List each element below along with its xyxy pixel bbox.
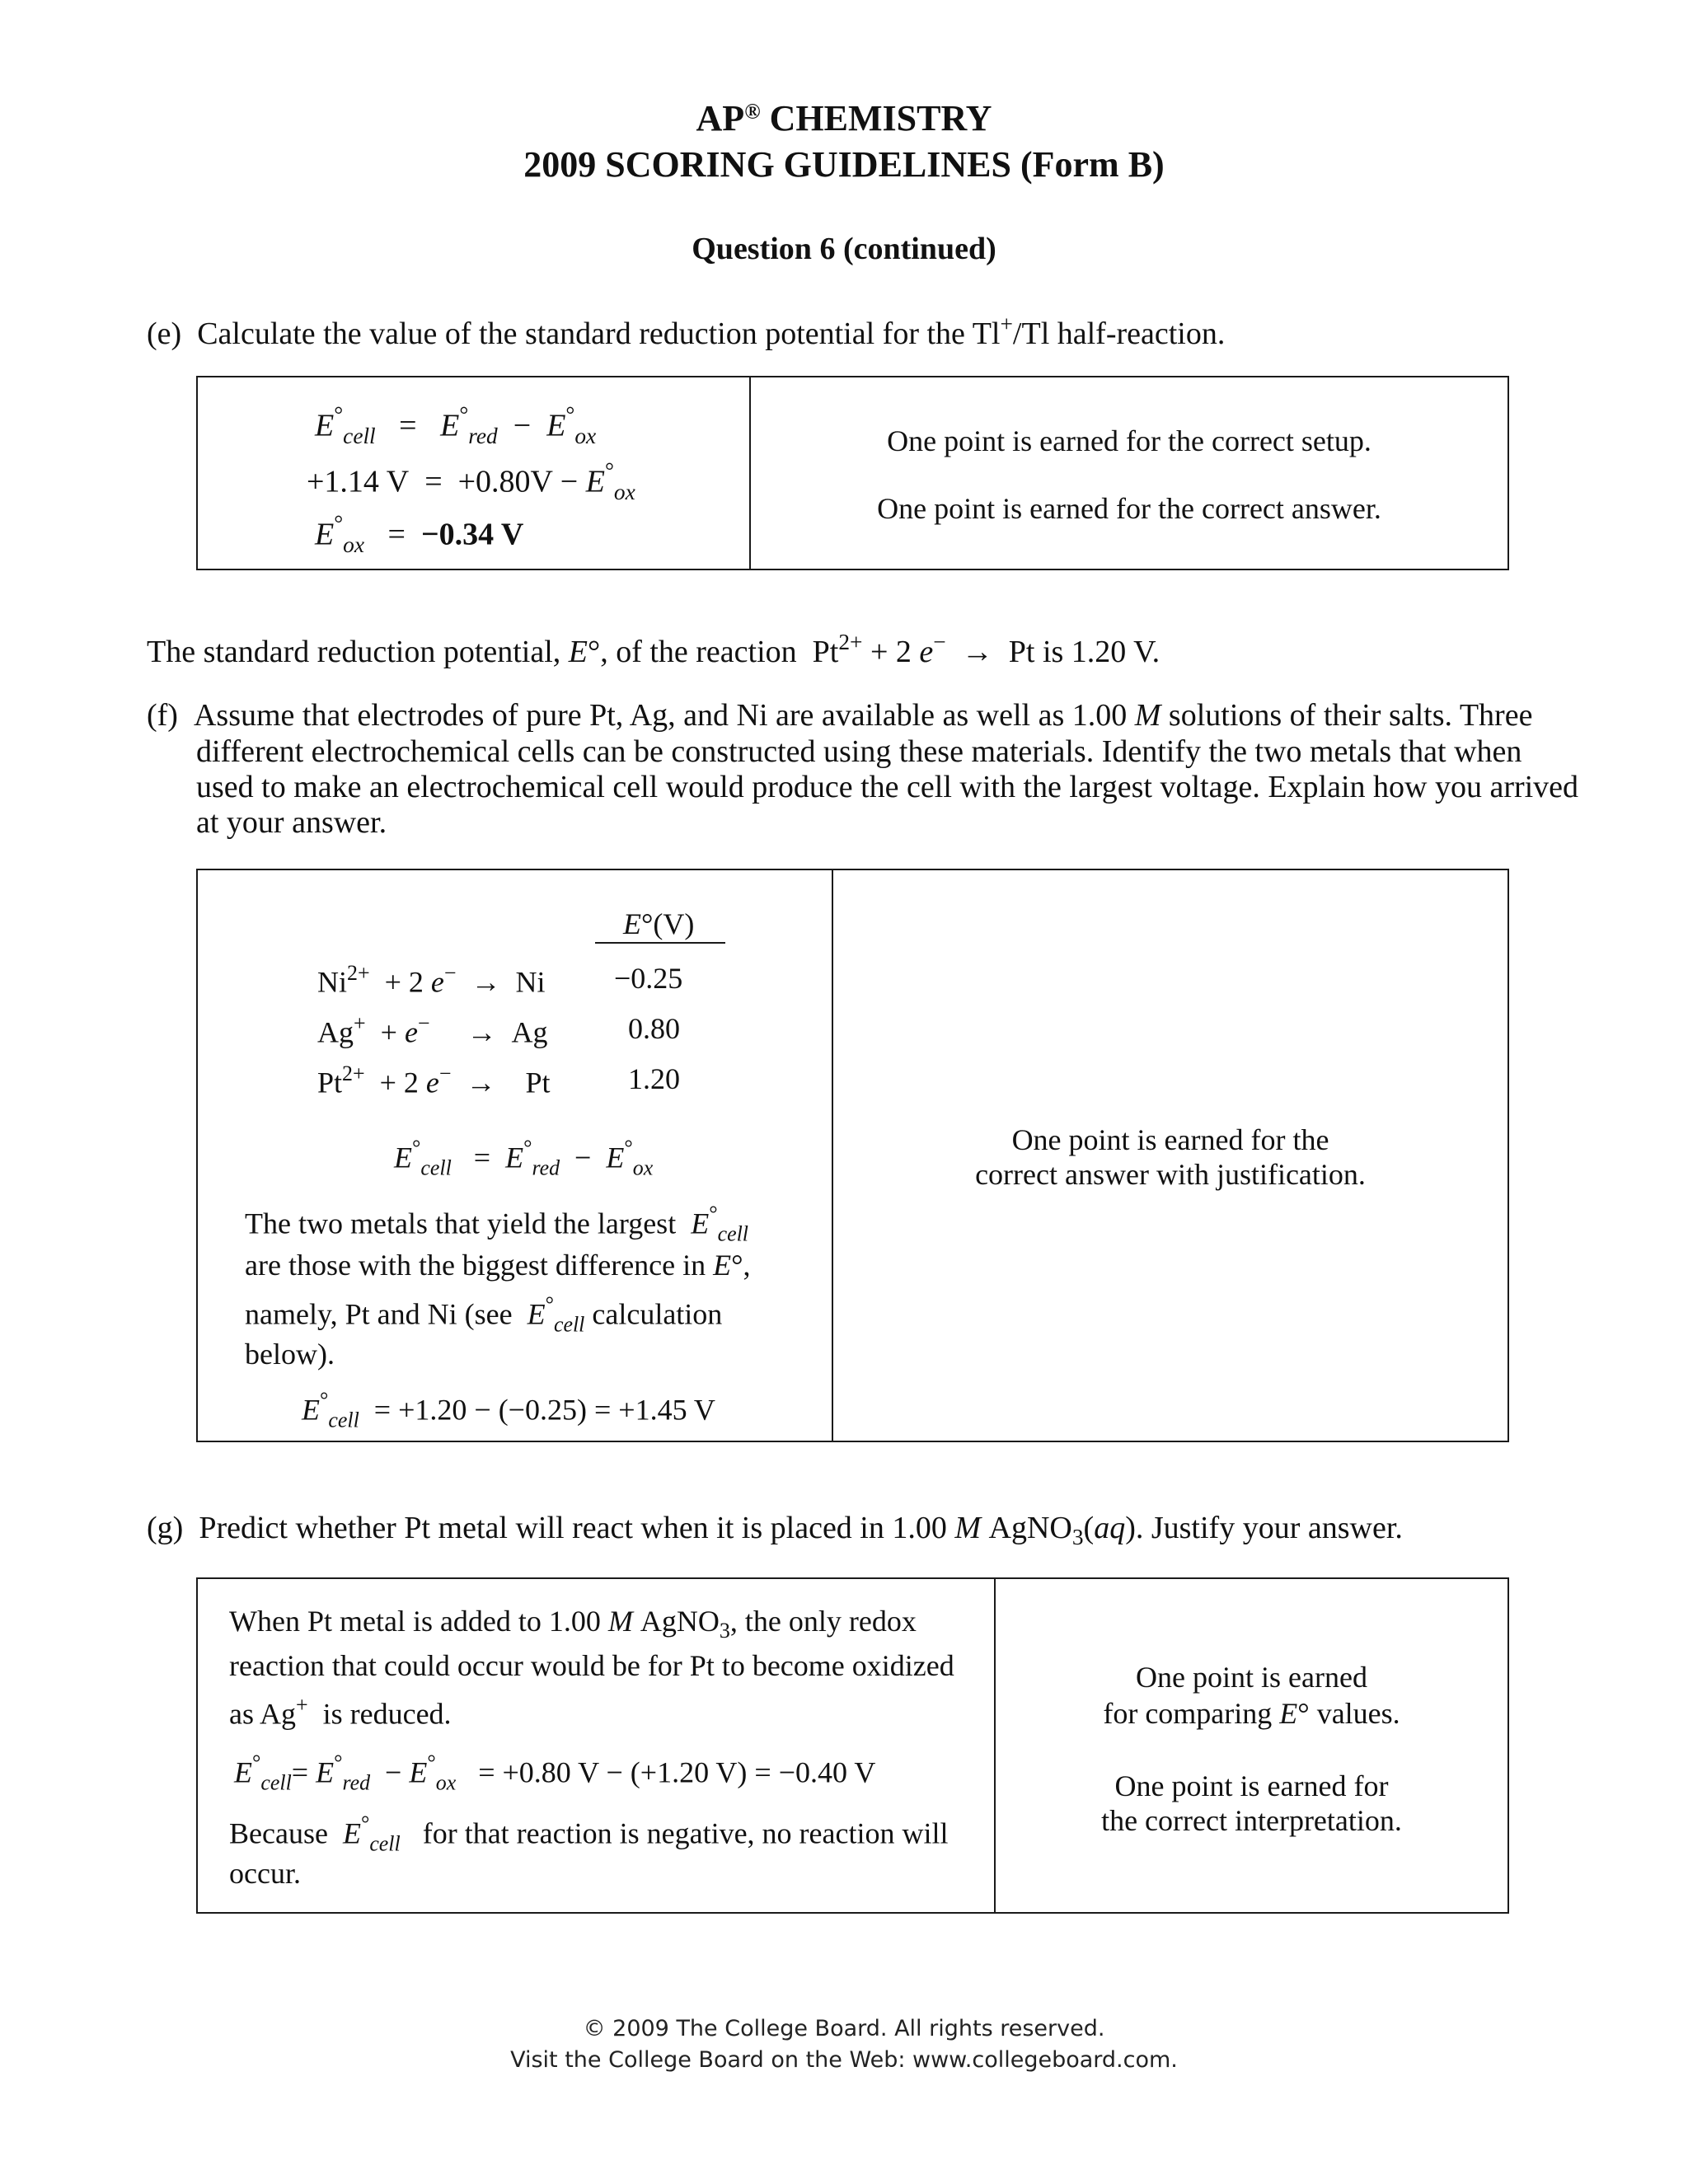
potential-table-header-rule bbox=[595, 942, 725, 944]
part-g-prompt: (g) Predict whether Pt metal will react when it is placed in 1.00 M AgNO$_3$(aq). Justify your answer. bbox=[147, 1511, 1403, 1550]
part-f-point-line2: correct answer with justification. bbox=[975, 1158, 1366, 1191]
document-title-line1: AP® CHEMISTRY bbox=[696, 98, 992, 138]
potential-value-ni: −0.25 bbox=[614, 962, 683, 995]
part-g-answer-line2: reaction that could occur would be for Pt to become oxidized bbox=[229, 1649, 954, 1682]
part-e-equation-1: $E^\circ_{cell}$ = $E^\circ_{red} - E^\circ_{ox}$ bbox=[315, 402, 597, 448]
part-f-divider bbox=[832, 869, 833, 1442]
part-e-point-setup: One point is earned for the correct setup. bbox=[887, 424, 1372, 457]
given-potential-statement: The standard reduction potential, E°, of the reaction $Pt^{2+} + 2$ e− → Pt is 1.20 V. bbox=[147, 630, 1160, 670]
part-g-point2-line2: the correct interpretation. bbox=[1101, 1804, 1402, 1837]
part-e-point-answer: One point is earned for the correct answer. bbox=[877, 492, 1381, 525]
part-f-explanation-line1: The two metals that yield the largest $E^\circ_{cell}$ bbox=[245, 1202, 748, 1246]
footer-copyright: © 2009 The College Board. All rights reserved. bbox=[583, 2016, 1105, 2041]
part-g-calculation: $E^\circ_{cell}= E^\circ_{red} - E^\circ_{ox}$ = +0.80 V − (+1.20 V) = −0.40 V bbox=[234, 1750, 876, 1795]
part-f-prompt-line3: used to make an electrochemical cell would produce the cell with the largest voltage. Explain how you arrived bbox=[196, 770, 1579, 804]
part-e-divider bbox=[749, 376, 751, 570]
potential-row-ag: Ag+ + e− → Ag bbox=[317, 1011, 548, 1049]
part-f-point-line1: One point is earned for the bbox=[1011, 1123, 1329, 1156]
part-g-divider bbox=[994, 1577, 996, 1914]
potential-value-pt: 1.20 bbox=[628, 1062, 680, 1095]
part-g-answer-line5: Because $E^\circ_{cell}$ for that reaction is negative, no reaction will bbox=[229, 1811, 949, 1856]
part-f-explanation-line3: namely, Pt and Ni (see $E^\circ_{cell}$ calculation bbox=[245, 1292, 723, 1337]
part-e-equation-3: $E^\circ_{ox} = -0.34$ V bbox=[315, 511, 524, 557]
part-g-point1-line2: for comparing E° values. bbox=[1103, 1697, 1400, 1730]
part-f-explanation-line4: below). bbox=[245, 1338, 335, 1371]
part-f-prompt-line4: at your answer. bbox=[196, 805, 387, 840]
part-g-point1-line1: One point is earned bbox=[1136, 1661, 1367, 1694]
part-f-prompt-line1: (f) Assume that electrodes of pure Pt, Ag, and Ni are available as well as 1.00 M solutions of their salts. Three bbox=[147, 698, 1533, 733]
question-heading: Question 6 (continued) bbox=[692, 232, 996, 266]
potential-row-pt: $Pt^{2+} + 2$ e− → Pt bbox=[317, 1062, 551, 1099]
potential-value-ag: 0.80 bbox=[628, 1012, 680, 1045]
document-title-line2: 2009 SCORING GUIDELINES (Form B) bbox=[523, 144, 1165, 185]
potential-table-header: E°(V) bbox=[623, 907, 695, 940]
part-f-calculation: $E^\circ_{cell} = +1.20 - (-0.25) = +1.45$ V bbox=[302, 1388, 715, 1432]
part-f-prompt-line2: different electrochemical cells can be constructed using these materials. Identify the two metals that when bbox=[196, 734, 1522, 769]
part-g-answer-line3: as Ag+ is reduced. bbox=[229, 1693, 452, 1731]
part-f-ecell-formula: $E^\circ_{cell} = E^\circ_{red} - E^\circ_{ox}$ bbox=[394, 1136, 654, 1180]
part-g-answer-line6: occur. bbox=[229, 1857, 301, 1890]
footer-website: Visit the College Board on the Web: www.collegeboard.com. bbox=[510, 2047, 1178, 2073]
part-g-point2-line1: One point is earned for bbox=[1114, 1769, 1389, 1802]
part-e-equation-2: +1.14 $V = +0.80V - E^\circ_{ox}$ bbox=[307, 458, 635, 504]
part-g-answer-line1: When Pt metal is added to 1.00 M AgNO$_3$, the only redox bbox=[229, 1605, 917, 1643]
part-e-prompt: (e) Calculate the value of the standard reduction potential for the Tl+/Tl half-reaction. bbox=[147, 312, 1226, 352]
part-f-explanation-line2: are those with the biggest difference in E°, bbox=[245, 1249, 751, 1282]
potential-row-ni: $Ni^{2+} + 2$ e− → Ni bbox=[317, 961, 546, 999]
